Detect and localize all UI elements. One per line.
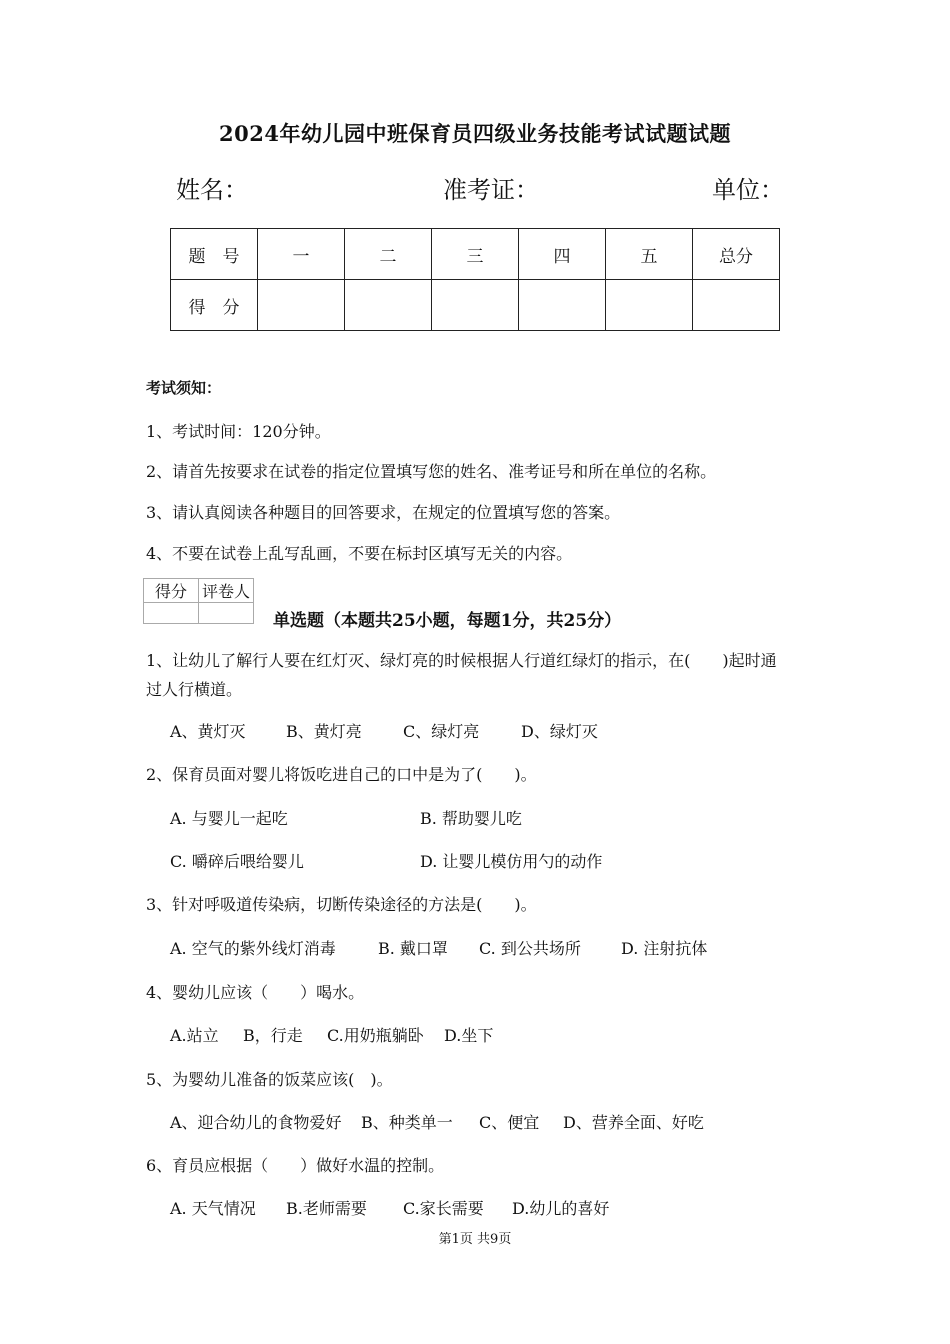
notice-item: 3、请认真阅读各种题目的回答要求，在规定的位置填写您的答案。: [146, 503, 621, 522]
question-option: C.家长需要: [403, 1199, 484, 1218]
score-table: [170, 228, 780, 331]
name-field-label: 姓名：: [176, 176, 248, 204]
page-footer: 第1页 共9页: [438, 1232, 512, 1247]
exam-number-field-label: 准考证：: [443, 176, 539, 204]
score-table-header: 三: [432, 229, 519, 280]
score-table-header: 五: [606, 229, 693, 280]
page-title: 2024年幼儿园中班保育员四级业务技能考试试题试题: [219, 121, 731, 146]
score-cell: [258, 280, 345, 331]
question-option: A. 与婴儿一起吃: [170, 809, 288, 828]
question-option: B.老师需要: [286, 1199, 367, 1218]
question-option: D.幼儿的喜好: [512, 1199, 610, 1218]
question-option: D、绿灯灭: [521, 722, 598, 741]
question-stem: 6、育员应根据（ ）做好水温的控制。: [146, 1156, 445, 1175]
score-table-header: 题 号: [171, 229, 258, 280]
score-table-header-row: [171, 229, 780, 280]
section-title: 单选题（本题共25小题，每题1分，共25分）: [273, 611, 622, 631]
question-option: C、绿灯亮: [403, 722, 480, 741]
grader-name-cell: [199, 603, 254, 624]
question-option: A、黄灯灭: [170, 722, 246, 741]
score-table-header: 四: [519, 229, 606, 280]
question-option: C、便宜: [479, 1113, 540, 1132]
question-stem: 1、让幼儿了解行人要在红灯灭、绿灯亮的时候根据人行道红绿灯的指示，在( )起时通: [146, 651, 777, 670]
score-cell: [432, 280, 519, 331]
score-cell: [693, 280, 780, 331]
question-option: A.站立: [170, 1026, 219, 1045]
notice-heading: 考试须知：: [146, 379, 222, 397]
question-option: C. 嚼碎后喂给婴儿: [170, 852, 304, 871]
score-table-header: 总分: [693, 229, 780, 280]
question-option: C. 到公共场所: [479, 939, 581, 958]
question-stem: 5、为婴幼儿准备的饭菜应该( )。: [146, 1070, 393, 1089]
grader-name-label: 评卷人: [199, 579, 254, 603]
notice-item: 2、请首先按要求在试卷的指定位置填写您的姓名、准考证号和所在单位的名称。: [146, 462, 717, 481]
grader-score-label: 得分: [144, 579, 199, 603]
grader-score-cell: [144, 603, 199, 624]
question-stem: 3、针对呼吸道传染病，切断传染途径的方法是( )。: [146, 895, 537, 914]
question-option: D、营养全面、好吃: [563, 1113, 704, 1132]
score-cell: [606, 280, 693, 331]
question-option: B. 帮助婴儿吃: [420, 809, 522, 828]
question-option: B、黄灯亮: [286, 722, 362, 741]
score-cell: [519, 280, 606, 331]
score-table-header: 一: [258, 229, 345, 280]
question-option: A. 天气情况: [170, 1199, 256, 1218]
question-stem-continued: 过人行横道。: [146, 680, 243, 699]
question-option: B，行走: [243, 1026, 303, 1045]
notice-item: 4、不要在试卷上乱写乱画，不要在标封区填写无关的内容。: [146, 544, 573, 563]
question-option: D. 注射抗体: [621, 939, 708, 958]
question-option: C.用奶瓶躺卧: [327, 1026, 424, 1045]
question-option: A. 空气的紫外线灯消毒: [170, 939, 336, 958]
unit-field-label: 单位：: [712, 176, 784, 204]
question-stem: 4、婴幼儿应该（ ）喝水。: [146, 983, 365, 1002]
question-option: D.坐下: [444, 1026, 494, 1045]
score-cell: [345, 280, 432, 331]
score-row-label: 得 分: [171, 280, 258, 331]
question-option: B. 戴口罩: [378, 939, 448, 958]
question-option: B、种类单一: [361, 1113, 453, 1132]
notice-item: 1、考试时间：120分钟。: [146, 422, 331, 441]
question-stem: 2、保育员面对婴儿将饭吃进自己的口中是为了( )。: [146, 765, 537, 784]
grader-box: [143, 578, 254, 624]
score-table-score-row: [171, 280, 780, 331]
question-option: D. 让婴儿模仿用勺的动作: [420, 852, 603, 871]
score-table-header: 二: [345, 229, 432, 280]
question-option: A、迎合幼儿的食物爱好: [170, 1113, 342, 1132]
